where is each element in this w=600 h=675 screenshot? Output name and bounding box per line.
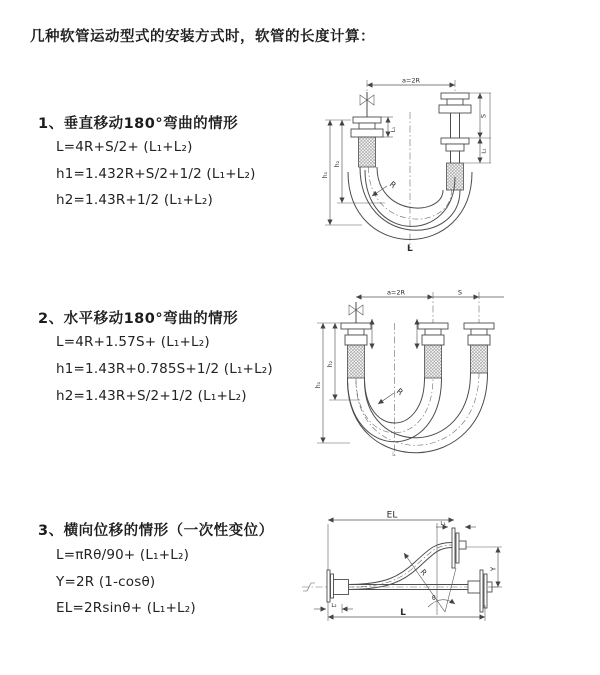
section-2-heading: 2、水平移动180°弯曲的情形 [38,311,239,327]
formula-line: h1=1.432R+S/2+1/2 (L₁+L₂) [56,166,256,182]
dim-a-2r [367,77,455,86]
valve-icon [349,302,363,323]
dim-s-right [464,93,491,163]
right-pipe-fittings [439,93,471,190]
formula-line: h2=1.43R+1/2 (L₁+L₂) [56,192,213,208]
dim-a-label: a=2R [386,288,406,297]
section-3-heading: 3、横向位移的情形（一次性变位） [38,523,274,539]
hose-s-curve [349,543,453,590]
pipe-fittings [341,323,494,378]
dim-h1-label: h₁ [322,171,329,179]
dim-h1-label: h₁ [315,381,322,389]
section-1-heading: 1、垂直移动180°弯曲的情形 [38,116,239,132]
left-flange [327,570,349,602]
radius-callout [404,553,456,612]
dim-y-label: Y [489,566,498,572]
radius-callout [378,387,405,404]
radius-label: R [418,567,429,578]
dim-l1-label: L₁ [391,126,397,133]
upper-flange [452,528,466,568]
hose-u-bend [348,373,488,453]
dim-el-label: EL [386,510,398,521]
dim-l2 [314,603,353,613]
formula-line: h2=1.43R+S/2+1/2 (L₁+L₂) [56,388,247,404]
radius-label: R [387,179,398,191]
formula-line: Y=2R (1-cosθ) [56,574,156,590]
dim-l1-top [436,521,476,527]
page-title: 几种软管运动型式的安装方式时，软管的长度计算： [30,29,375,45]
dim-a-2r [356,289,504,298]
dim-l1-label: L₁ [440,521,446,527]
length-label: L [407,244,413,254]
formula-line: L=4R+1.57S+ (L₁+L₂) [56,334,210,350]
dim-s-label: S [457,288,463,297]
right-flange [468,570,492,612]
dim-h2-label: h₂ [327,360,334,368]
left-pipe-fitting [351,117,383,167]
length-label: L [392,450,396,458]
dim-l1-right-label: L₁ [481,148,488,154]
dim-l-label: L [400,608,406,618]
dim-l2-label: L₂ [331,603,337,609]
formula-line: L=πRθ/90+ (L₁+L₂) [56,547,190,563]
dim-l [328,602,485,621]
diagram-vertical-180-bend [315,72,515,264]
dim-h2-label: h₂ [334,160,341,168]
formula-line: L=4R+S/2+ (L₁+L₂) [56,139,193,155]
radius-label: R [394,386,405,398]
dim-a-label: a=2R [401,76,421,85]
formula-line: EL=2Rsinθ+ (L₁+L₂) [56,600,196,616]
angle-label: θ [432,595,436,602]
valve-icon [360,92,374,117]
formula-line: h1=1.43R+0.785S+1/2 (L₁+L₂) [56,361,273,377]
diagram-lateral-displacement [298,508,510,632]
dim-s-label: S [479,113,488,119]
diagram-horizontal-180-bend [308,283,523,463]
